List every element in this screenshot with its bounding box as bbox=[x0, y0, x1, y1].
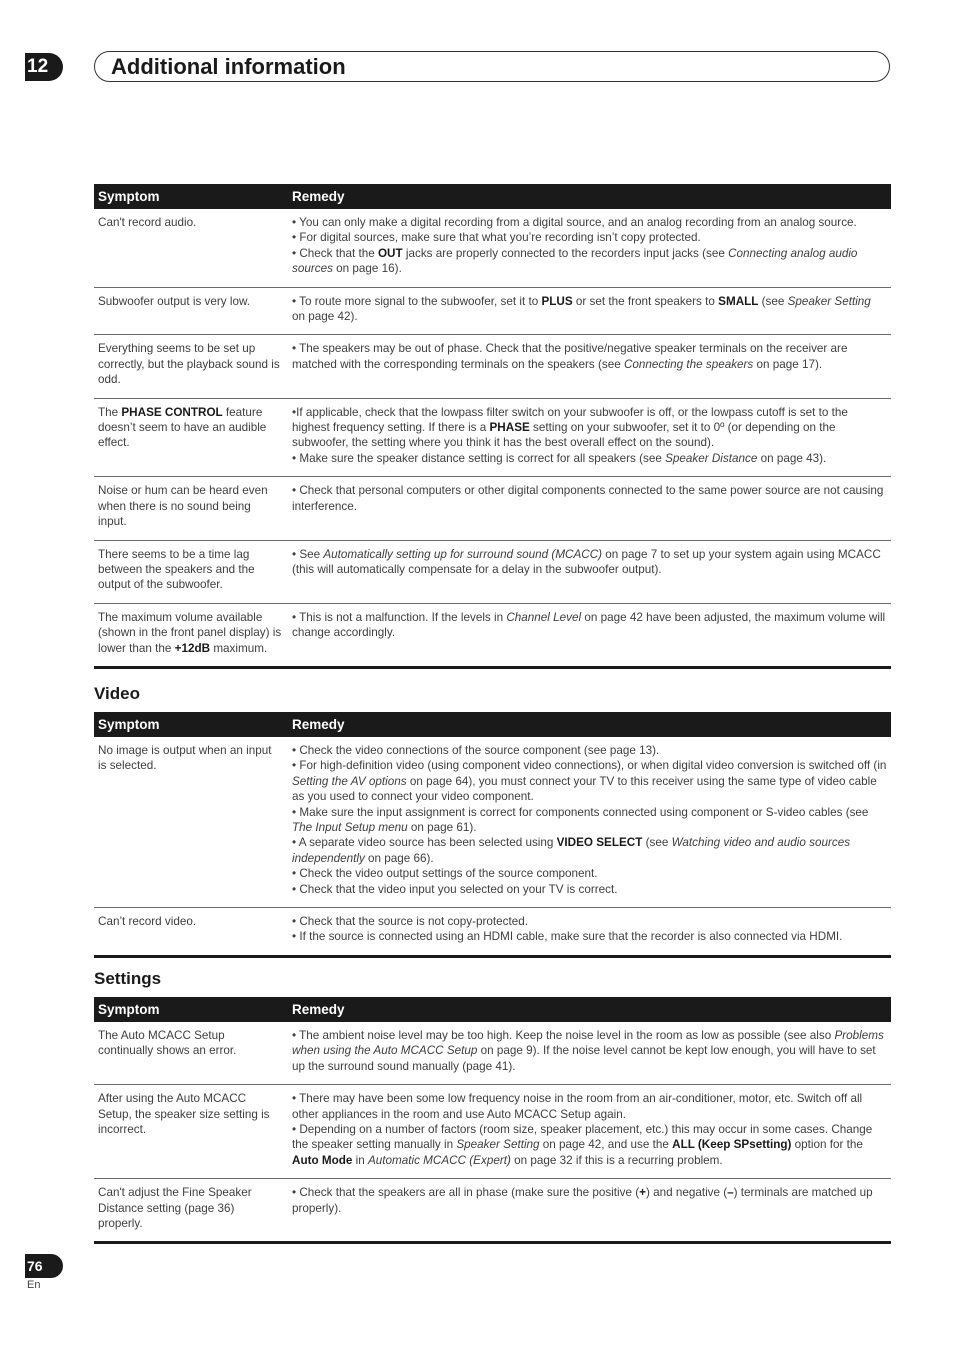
table-row bbox=[94, 477, 891, 540]
table-row bbox=[94, 398, 891, 477]
remedy-cell bbox=[288, 540, 891, 603]
text-run: • Check that the video input you selected on your TV is correct. bbox=[292, 882, 618, 896]
text-run: (see bbox=[758, 294, 788, 308]
symptom-cell bbox=[94, 287, 288, 335]
text-run: • A separate video source has been selected using bbox=[292, 836, 557, 850]
text-run: Subwoofer output is very low. bbox=[98, 294, 251, 308]
symptom-cell bbox=[94, 335, 288, 398]
remedy-item bbox=[292, 835, 887, 866]
remedy-item bbox=[292, 451, 887, 466]
text-run: No image is output when an input is selected. bbox=[98, 744, 272, 773]
text-run: Noise or hum can be heard even when there is no sound being input. bbox=[98, 484, 268, 529]
symptom-cell bbox=[94, 398, 288, 477]
troubleshooting-table bbox=[94, 712, 891, 958]
table-row bbox=[94, 737, 891, 908]
text-run: on page 9). If the noise level cannot be kept low enough, you will have to set up the surround sound manually (page 41). bbox=[292, 1044, 876, 1073]
text-run: on page 17). bbox=[753, 357, 823, 371]
remedy-column-header: Remedy bbox=[288, 997, 891, 1022]
symptom-cell bbox=[94, 1085, 288, 1179]
remedy-item bbox=[292, 405, 887, 451]
text-run: on page 43). bbox=[757, 451, 827, 465]
text-run: • Check the video connections of the source component (see page 13). bbox=[292, 744, 660, 757]
text-run: maximum. bbox=[210, 641, 268, 655]
text-run: • The speakers may be out of phase. Check that the positive/negative speaker terminals on the receiver are matched with the corresponding terminals on the speakers (see bbox=[292, 342, 848, 371]
remedy-item bbox=[292, 882, 887, 897]
symptom-column-header: Symptom bbox=[94, 712, 288, 737]
text-run: ) and negative ( bbox=[645, 1186, 728, 1200]
troubleshooting-table bbox=[94, 997, 891, 1244]
table-row bbox=[94, 603, 891, 667]
remedy-column-header: Remedy bbox=[288, 184, 891, 209]
remedy-cell bbox=[288, 908, 891, 957]
cross-reference: Automatic MCACC (Expert) bbox=[367, 1153, 511, 1167]
chapter-number-badge: 12 bbox=[25, 53, 63, 81]
text-run: •If applicable, check that the lowpass filter switch on your subwoofer is off, or the lowpass cutoff is set to the highest frequency setting. If there is a bbox=[292, 405, 848, 435]
remedy-cell bbox=[288, 1179, 891, 1243]
symptom-cell bbox=[94, 737, 288, 908]
cross-reference: Automatically setting up for surround sound (MCACC) bbox=[323, 547, 603, 561]
text-run: • To route more signal to the subwoofer, set it to bbox=[292, 294, 542, 308]
text-run: ) terminals are matched up properly). bbox=[292, 1186, 873, 1215]
text-run: jacks are properly connected to the recorders input jacks (see bbox=[402, 246, 729, 260]
remedy-item bbox=[292, 547, 887, 578]
bold-term: +12dB bbox=[174, 641, 211, 655]
text-run: • There may have been some low frequency noise in the room from an air-conditioner, motor, etc. Switch off all other appliances in the room and use Auto MCACC Setup again. bbox=[292, 1092, 863, 1121]
remedy-item bbox=[292, 246, 887, 277]
text-run: • You can only make a digital recording from a digital source, and an analog recording from an analog source. bbox=[292, 216, 857, 229]
table-body bbox=[94, 209, 891, 667]
text-run: setting on your subwoofer, set it to 0º (or depending on the subwoofer, the setting where you think it has the best overall effect on the sound). bbox=[292, 421, 836, 450]
text-run: or set the front speakers to bbox=[572, 294, 719, 308]
bold-term: PHASE CONTROL bbox=[121, 405, 223, 419]
table-row bbox=[94, 540, 891, 603]
troubleshooting-table bbox=[94, 184, 891, 669]
symptom-cell bbox=[94, 209, 288, 287]
remedy-cell bbox=[288, 335, 891, 398]
remedy-item bbox=[292, 230, 887, 245]
chapter-title: Additional information bbox=[111, 54, 346, 79]
cross-reference: Channel Level bbox=[506, 610, 582, 624]
remedy-item bbox=[292, 758, 887, 804]
table-body bbox=[94, 1022, 891, 1243]
bold-term: PHASE bbox=[489, 421, 530, 435]
symptom-cell bbox=[94, 477, 288, 540]
text-run: in bbox=[352, 1153, 368, 1167]
cross-reference: Connecting the speakers bbox=[623, 357, 754, 371]
symptom-cell bbox=[94, 540, 288, 603]
text-run: on page 64), you must connect your TV to this receiver using the same type of video cable as you used to connect your video component. bbox=[292, 774, 877, 804]
remedy-item bbox=[292, 215, 887, 230]
text-run: (see bbox=[642, 836, 672, 850]
remedy-item bbox=[292, 866, 887, 881]
text-run: Can't record audio. bbox=[98, 216, 197, 229]
troubleshooting-section-general bbox=[94, 184, 891, 669]
text-run: on page 16). bbox=[332, 262, 402, 276]
text-run: • Check the video output settings of the source component. bbox=[292, 867, 598, 881]
cross-reference: Speaker Distance bbox=[665, 451, 758, 465]
table-row bbox=[94, 287, 891, 335]
remedy-item bbox=[292, 743, 887, 758]
text-run: There seems to be a time lag between the speakers and the output of the subwoofer. bbox=[98, 547, 255, 592]
troubleshooting-section-video bbox=[94, 684, 891, 958]
text-run: • Depending on a number of factors (room size, speaker placement, etc.) this may occur in some cases. Change the speaker setting manually in bbox=[292, 1123, 873, 1152]
text-run: on page 61). bbox=[407, 821, 477, 835]
text-run: • See bbox=[292, 547, 324, 561]
text-run: • For digital sources, make sure that what you’re recording isn’t copy protected. bbox=[292, 231, 701, 245]
cross-reference: Setting the AV options bbox=[292, 774, 407, 788]
remedy-item bbox=[292, 914, 887, 929]
remedy-column-header: Remedy bbox=[288, 712, 891, 737]
text-run: option for the bbox=[791, 1138, 863, 1152]
remedy-cell bbox=[288, 398, 891, 477]
text-run: • The ambient noise level may be too high. Keep the noise level in the room as low as possible (see also bbox=[292, 1029, 835, 1042]
remedy-item bbox=[292, 929, 887, 944]
cross-reference: The Input Setup menu bbox=[292, 821, 408, 835]
text-run: The bbox=[98, 405, 122, 419]
troubleshooting-section-settings bbox=[94, 969, 891, 1244]
text-run: • Make sure the speaker distance setting is correct for all speakers (see bbox=[292, 451, 666, 465]
remedy-cell bbox=[288, 477, 891, 540]
table-row bbox=[94, 1085, 891, 1179]
bold-term: ALL (Keep SPsetting) bbox=[672, 1138, 792, 1152]
cross-reference: Speaker Setting bbox=[456, 1138, 540, 1152]
text-run: on page 42, and use the bbox=[539, 1138, 673, 1152]
text-run: The maximum volume available (shown in the front panel display) is lower than the bbox=[98, 610, 282, 655]
text-run: feature doesn’t seem to have an audible effect. bbox=[98, 405, 267, 450]
bold-term: Auto Mode bbox=[292, 1153, 353, 1167]
text-run: • Check that personal computers or other digital components connected to the same power source are not causing interference. bbox=[292, 484, 884, 513]
remedy-cell bbox=[288, 603, 891, 667]
text-run: • Make sure the input assignment is correct for components connected using component or S-video cables (see bbox=[292, 805, 869, 819]
symptom-column-header: Symptom bbox=[94, 997, 288, 1022]
table-body bbox=[94, 737, 891, 956]
remedy-cell bbox=[288, 1022, 891, 1085]
remedy-item bbox=[292, 1028, 887, 1074]
text-run: on page 66). bbox=[364, 851, 434, 865]
text-run: • Check that the bbox=[292, 246, 378, 260]
table-row bbox=[94, 1022, 891, 1085]
chapter-header bbox=[94, 51, 890, 82]
text-run: • This is not a malfunction. If the levels in bbox=[292, 610, 507, 624]
cross-reference: Problems when using the Auto MCACC Setup bbox=[292, 1029, 884, 1058]
remedy-item bbox=[292, 1091, 887, 1122]
bold-term: + bbox=[639, 1186, 646, 1200]
text-run: Can’t record video. bbox=[98, 915, 197, 929]
text-run: Everything seems to be set up correctly, but the playback sound is odd. bbox=[98, 342, 280, 387]
section-heading: Video bbox=[94, 684, 140, 703]
table-row bbox=[94, 908, 891, 957]
text-run: on page 42). bbox=[292, 310, 358, 324]
remedy-item bbox=[292, 610, 887, 641]
bold-term: PLUS bbox=[541, 294, 573, 308]
page-number-badge: 76 bbox=[25, 1254, 63, 1278]
remedy-cell bbox=[288, 209, 891, 287]
text-run: Can't adjust the Fine Speaker Distance setting (page 36) properly. bbox=[98, 1186, 252, 1231]
bold-term: SMALL bbox=[718, 294, 759, 308]
text-run: on page 32 if this is a recurring problem. bbox=[510, 1153, 723, 1167]
bold-term: VIDEO SELECT bbox=[556, 836, 643, 850]
text-run: The Auto MCACC Setup continually shows an error. bbox=[98, 1029, 237, 1058]
cross-reference: Speaker Setting bbox=[787, 294, 871, 308]
text-run: • Check that the source is not copy-protected. bbox=[292, 915, 529, 929]
text-run: • For high-definition video (using component video connections), or when digital video conversion is switched off (in bbox=[292, 759, 887, 773]
text-run: on page 7 to set up your system again using MCACC (this will automatically compensate for a delay in the subwoofer output). bbox=[292, 547, 881, 576]
text-run: • Check that the speakers are all in phase (make sure the positive ( bbox=[292, 1186, 640, 1200]
remedy-item bbox=[292, 483, 887, 514]
language-label: En bbox=[27, 1279, 41, 1291]
table-row bbox=[94, 335, 891, 398]
symptom-column-header: Symptom bbox=[94, 184, 288, 209]
table-row bbox=[94, 209, 891, 287]
remedy-cell bbox=[288, 737, 891, 908]
remedy-item bbox=[292, 1122, 887, 1168]
bold-term: – bbox=[727, 1186, 734, 1200]
remedy-cell bbox=[288, 287, 891, 335]
text-run: After using the Auto MCACC Setup, the speaker size setting is incorrect. bbox=[98, 1092, 270, 1137]
bold-term: OUT bbox=[377, 246, 403, 260]
remedy-cell bbox=[288, 1085, 891, 1179]
text-run: on page 42 have been adjusted, the maximum volume will change accordingly. bbox=[292, 610, 886, 640]
remedy-item bbox=[292, 1185, 887, 1216]
symptom-cell bbox=[94, 908, 288, 957]
symptom-cell bbox=[94, 1179, 288, 1243]
section-heading: Settings bbox=[94, 969, 162, 988]
symptom-cell bbox=[94, 1022, 288, 1085]
cross-reference: Watching video and audio sources independently bbox=[292, 836, 851, 865]
table-row bbox=[94, 1179, 891, 1243]
remedy-item bbox=[292, 805, 887, 836]
text-run: • If the source is connected using an HDMI cable, make sure that the recorder is also connected via HDMI. bbox=[292, 930, 843, 944]
cross-reference: Connecting analog audio sources bbox=[292, 246, 858, 276]
symptom-cell bbox=[94, 603, 288, 667]
remedy-item bbox=[292, 341, 887, 372]
remedy-item bbox=[292, 294, 887, 325]
